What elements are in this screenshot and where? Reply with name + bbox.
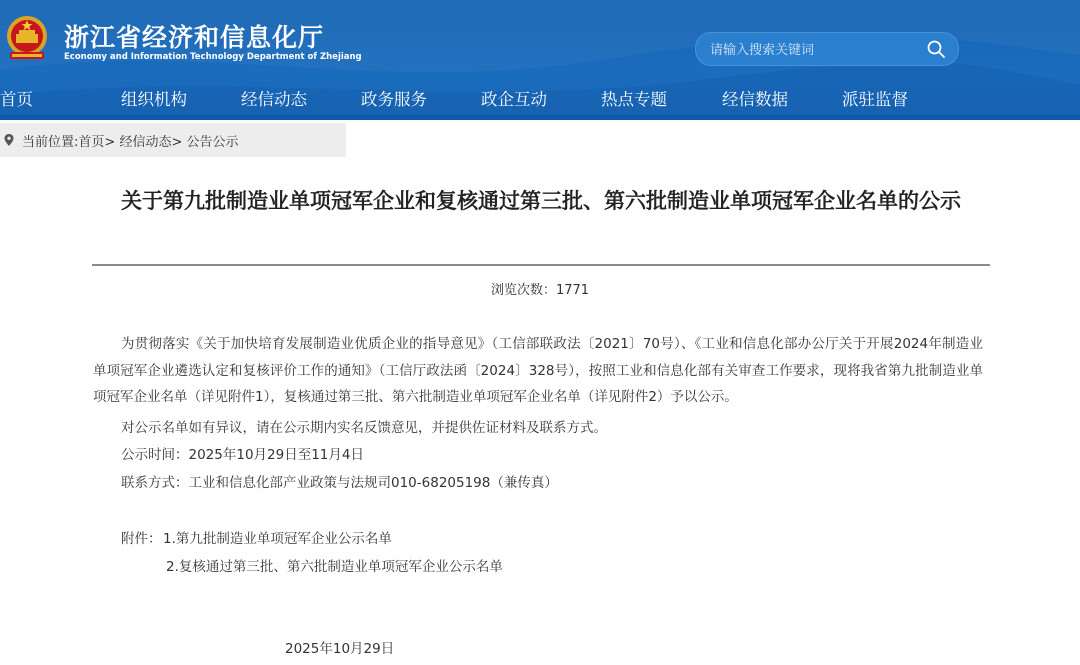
title-divider	[92, 264, 990, 266]
article-title: 关于第九批制造业单项冠军企业和复核通过第三批、第六批制造业单项冠军企业名单的公示	[121, 189, 961, 213]
breadcrumb	[0, 123, 346, 157]
national-emblem-icon[interactable]	[4, 14, 50, 62]
article-paragraph: 对公示名单如有异议，请在公示期内实名反馈意见，并提供佐证材料及联系方式。	[121, 420, 607, 436]
attachment-link-2[interactable]: 2.复核通过第三批、第六批制造业单项冠军企业公示名单	[166, 559, 503, 575]
contact-info: 联系方式：工业和信息化部产业政策与法规司010-68205198（兼传真）	[121, 475, 558, 491]
breadcrumb-home-link[interactable]: 首页	[78, 135, 105, 150]
nav-item-supervision[interactable]: 派驻监督	[842, 90, 908, 109]
breadcrumb-separator: >	[171, 135, 187, 150]
breadcrumb-prefix: 当前位置:	[22, 135, 79, 150]
publish-date: 2025年10月29日	[285, 641, 395, 657]
nav-item-topics[interactable]: 热点专题	[601, 90, 667, 109]
nav-item-interaction[interactable]: 政企互动	[481, 90, 547, 109]
breadcrumb-separator: >	[104, 135, 120, 150]
site-title[interactable]: 浙江省经济和信息化厅	[64, 23, 325, 52]
attachment-link-1[interactable]: 1.第九批制造业单项冠军企业公示名单	[163, 531, 392, 547]
main-nav	[0, 84, 1080, 112]
location-icon	[2, 133, 16, 147]
view-count: 浏览次数：1771	[490, 283, 590, 298]
publicity-period: 公示时间：2025年10月29日至11月4日	[121, 447, 364, 463]
nav-item-services[interactable]: 政务服务	[361, 90, 427, 109]
article-paragraph: 为贯彻落实《关于加快培育发展制造业优质企业的指导意见》（工信部联政法〔2021〕70号）、《工业和信息化部办公厅关于开展2024年制造业单项冠军企业遴选认定和复核评价工作的通知》（工信厅政法函〔2024〕328号），按照工业和信息化部有关审查工作要求，现将我省第九批制造业单项冠军企业名单（详见附件1），复核通过第三批、第六批制造业单项冠军企业名单（详见附件2）予以公示。	[93, 336, 983, 405]
breadcrumb-text	[22, 131, 239, 150]
search-icon[interactable]	[926, 39, 946, 59]
attachments-label: 附件：	[121, 531, 162, 547]
site-subtitle: Economy and Information Technology Department of Zhejiang	[64, 52, 362, 62]
breadcrumb-section-link[interactable]: 经信动态	[119, 135, 172, 150]
site-header	[0, 0, 1080, 120]
breadcrumb-current-link[interactable]: 公告公示	[186, 135, 239, 150]
article-body	[93, 331, 983, 411]
nav-item-home[interactable]: 首页	[0, 90, 33, 109]
nav-item-data[interactable]: 经信数据	[722, 90, 788, 109]
nav-item-news[interactable]: 经信动态	[241, 90, 307, 109]
search-box[interactable]	[695, 32, 959, 66]
nav-item-organization[interactable]: 组织机构	[121, 90, 187, 109]
search-input[interactable]	[708, 39, 912, 61]
